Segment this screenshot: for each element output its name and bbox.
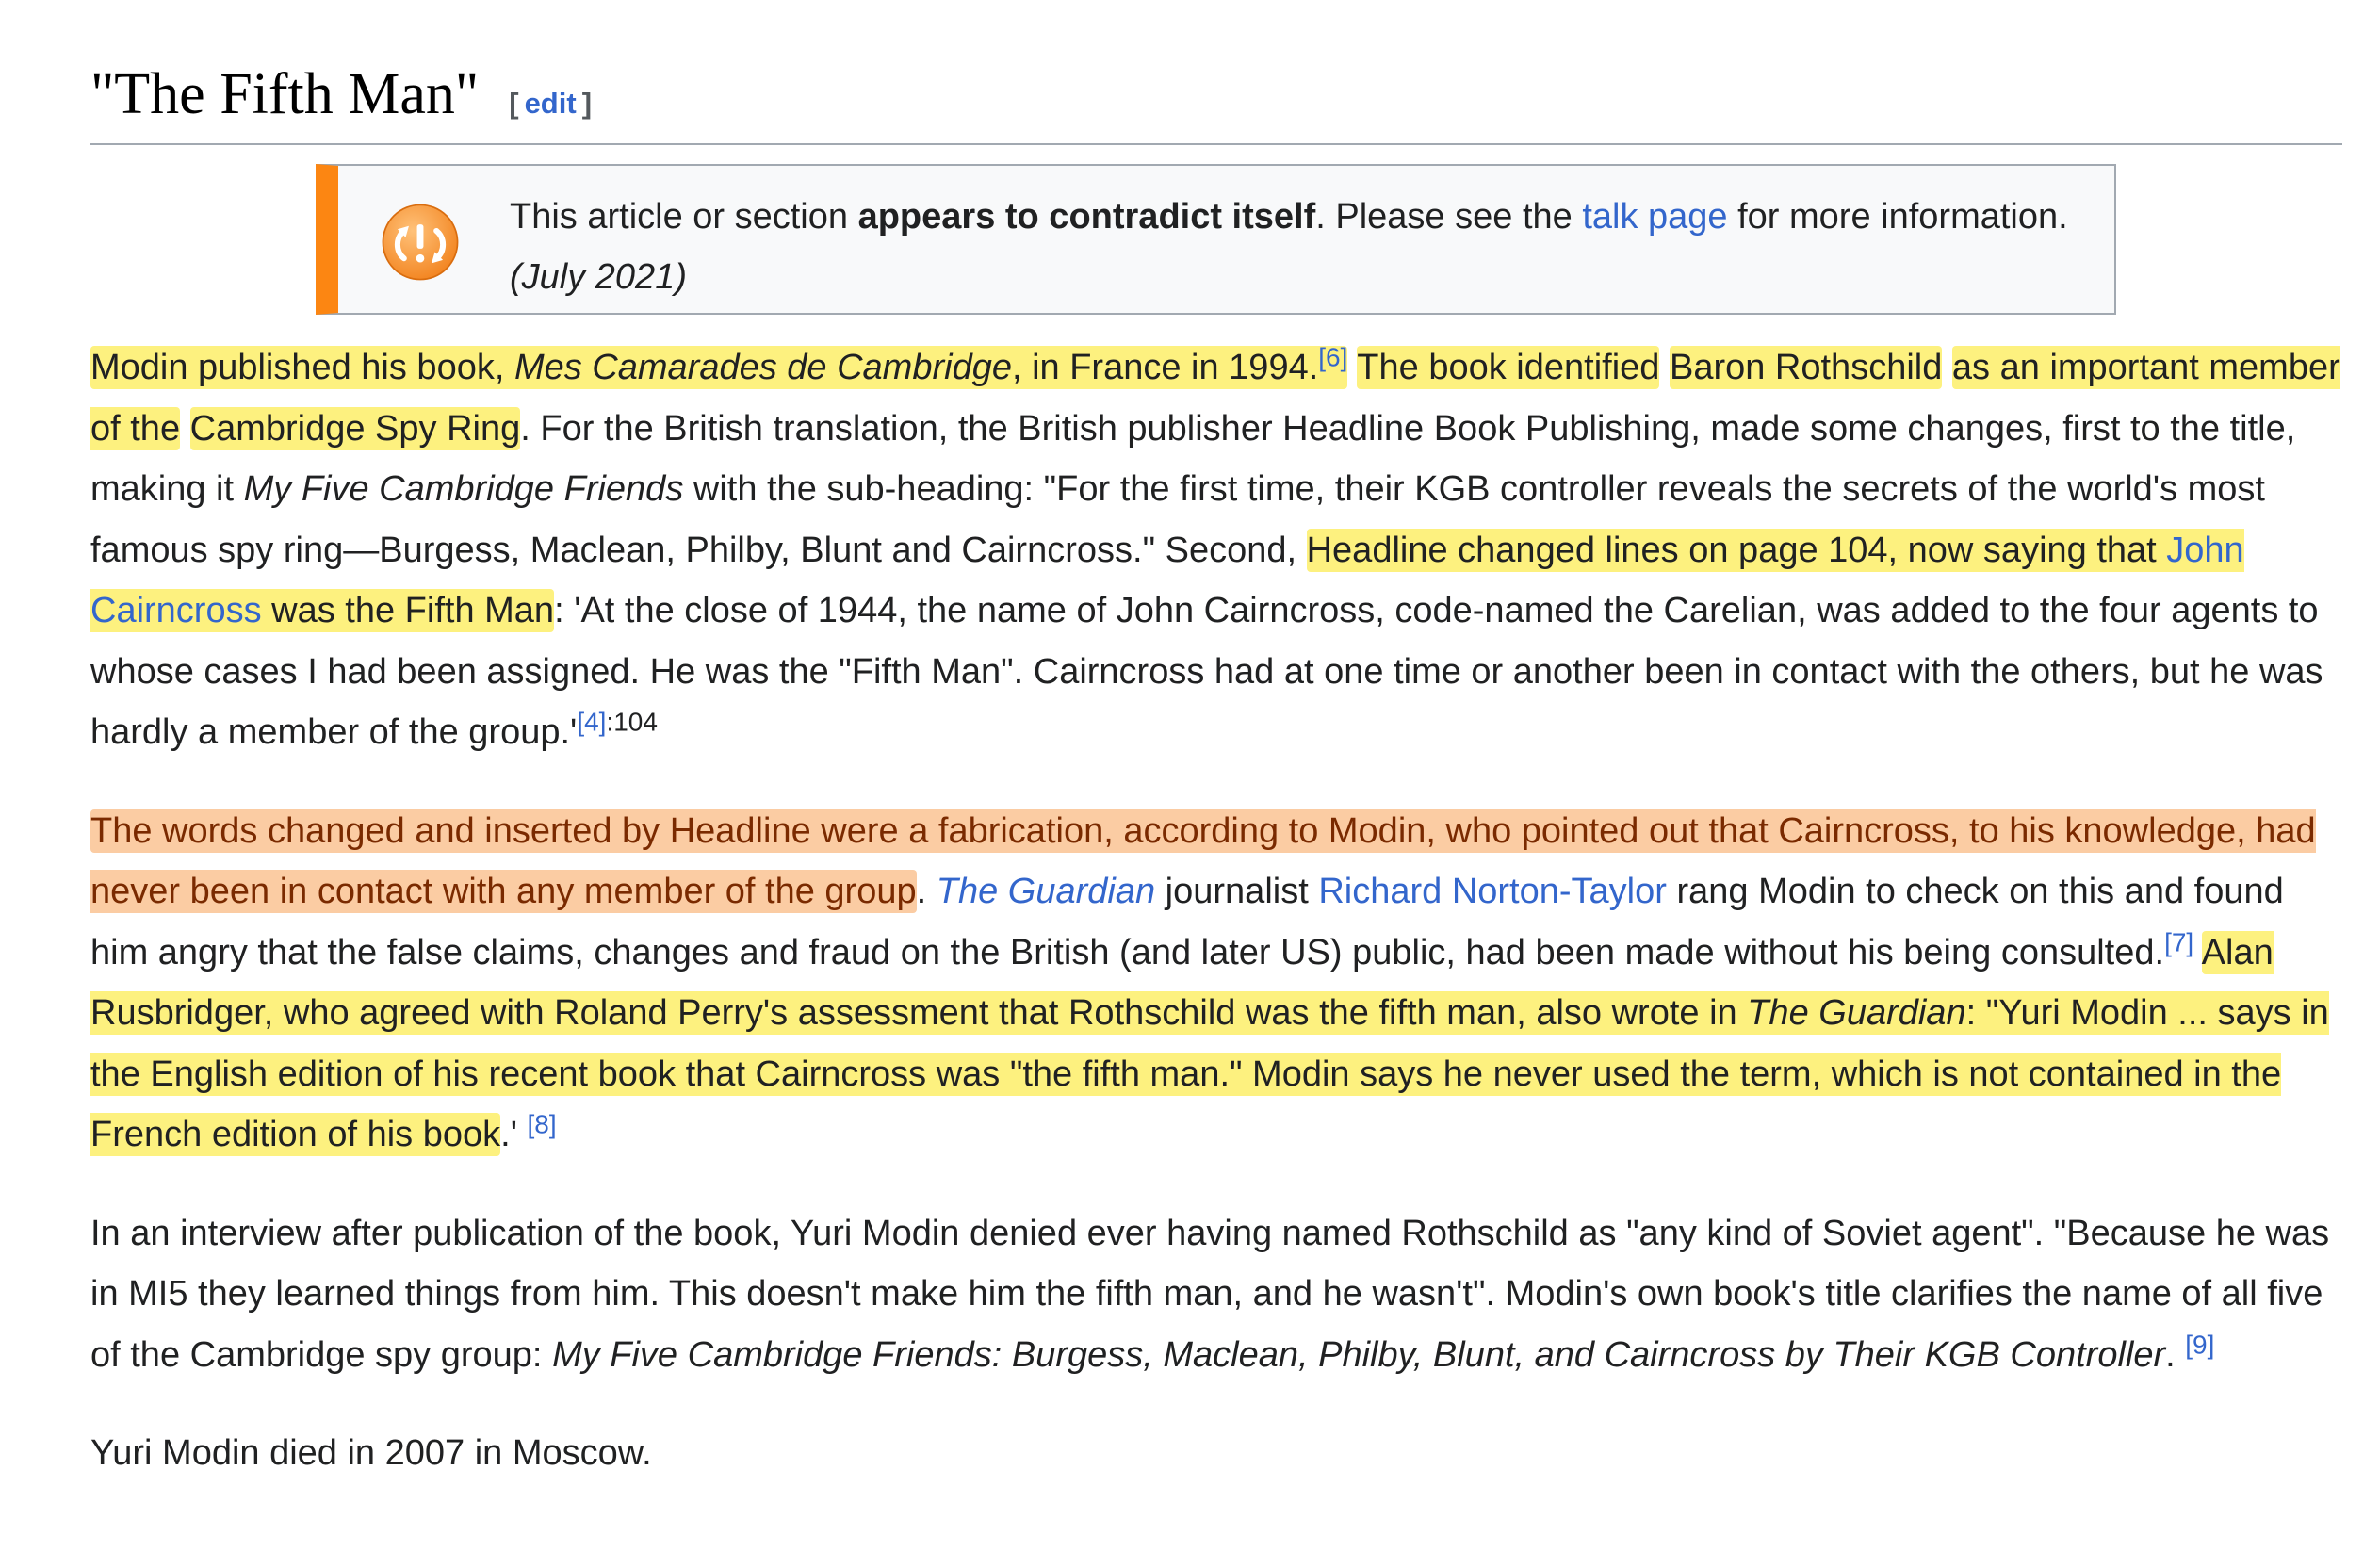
text-span: : "Yuri Modin ... says in the English edition of his recent book that Cairncross was "the fifth man." Modin says he never used the term, which is not contained in the French edition of his book xyxy=(90,993,2329,1154)
text-span: : 'At the close of 1944, the name of John Cairncross, code-named the Carelian, was added to the four agents to whose cases I had been assigned. He was the "Fifth Man". Cairncross had at one time or another been in contact with the others, but he was hardly a member of the group.' xyxy=(90,591,2323,752)
notice-bold: appears to contradict itself xyxy=(857,197,1316,237)
section-heading xyxy=(90,58,2342,145)
text-span: was the Fifth Man xyxy=(261,591,555,630)
citation-link[interactable]: [9] xyxy=(2185,1329,2215,1359)
notice-text-2: . Please see the xyxy=(1315,197,1583,237)
highlight-orange: The words changed and inserted by Headline were a fabrication, according to Modin, who pointed out that Cairncross, to his knowledge, had never been in contact with any member of the group xyxy=(90,810,2316,911)
text-span: rang Modin to check on this and found him angry that the false claims, changes and fraud on the British (and later US) public, had been made without his being consulted. xyxy=(90,872,2284,972)
text-span: Modin published his book, xyxy=(90,348,514,387)
notice-date: (July 2021) xyxy=(510,257,687,297)
citation-link[interactable]: [6] xyxy=(1318,342,1348,372)
article-section xyxy=(90,58,2342,1522)
text-span: journalist xyxy=(1155,872,1319,911)
paragraph-4 xyxy=(90,1423,2342,1484)
text-span: Alan Rusbridger, who agreed with Roland Perry's assessment that Rothschild was the fifth man, also wrote in xyxy=(90,932,2274,1033)
article-body xyxy=(90,337,2342,1484)
paragraph-3 xyxy=(90,1203,2342,1386)
john-cairncross-link[interactable]: John Cairncross xyxy=(90,530,2244,630)
contradict-icon xyxy=(380,202,461,283)
citation-link[interactable]: [7] xyxy=(2164,926,2194,956)
text-span: . xyxy=(2165,1334,2186,1375)
citation[interactable] xyxy=(577,707,658,736)
newspaper-title: The Guardian xyxy=(1747,993,1966,1033)
book-title: My Five Cambridge Friends: Burgess, Maclean, Philby, Blunt, and Cairncross by Their KGB Controller xyxy=(552,1334,2166,1375)
edit-link[interactable]: edit xyxy=(524,87,577,120)
book-title: My Five Cambridge Friends xyxy=(243,469,684,509)
text-span: Headline changed lines on page 104, now saying that xyxy=(1306,530,2167,570)
notice-text-1: This article or section xyxy=(510,197,858,237)
citation-link[interactable]: [8] xyxy=(527,1109,557,1139)
edit-bracket-close: ] xyxy=(581,87,593,120)
talk-page-link[interactable]: talk page xyxy=(1582,197,1728,237)
citation-link[interactable]: [4] xyxy=(577,707,607,737)
text-span: . xyxy=(916,872,937,911)
the-guardian-link[interactable] xyxy=(937,872,1155,911)
text-span: .' xyxy=(500,1115,528,1154)
highlight: Cambridge Spy Ring xyxy=(189,408,521,449)
link-text: The Guardian xyxy=(936,872,1156,911)
text-span: Yuri Modin died in 2007 in Moscow. xyxy=(90,1433,652,1473)
section-title: "The Fifth Man" xyxy=(90,62,480,126)
citation-page: :104 xyxy=(606,707,658,737)
highlight xyxy=(90,342,1348,389)
richard-norton-taylor-link[interactable]: Richard Norton-Taylor xyxy=(1318,872,1667,911)
notice-text xyxy=(510,187,2093,307)
citation[interactable] xyxy=(528,1109,557,1138)
citation[interactable] xyxy=(2164,927,2193,956)
contradiction-notice xyxy=(316,164,2116,315)
citation[interactable] xyxy=(1318,342,1347,371)
highlight: The book identified xyxy=(1357,348,1660,387)
edit-bracket-open: [ xyxy=(509,87,519,120)
paragraph-1 xyxy=(90,337,2342,763)
paragraph-2 xyxy=(90,801,2342,1166)
text-span: . For the British translation, the British publisher Headline Book Publishing, made some changes, first to the title, making it xyxy=(90,408,2296,509)
text-span: In an interview after publication of the book, Yuri Modin denied ever having named Rothschild as "any kind of Soviet agent". "Because he was in MI5 they learned things from him. This doesn't make him the fifth man, and he wasn't". Modin's own book's title clarifies the name of all five of the Cambridge spy group: xyxy=(90,1213,2330,1375)
highlight: Baron Rothschild xyxy=(1669,348,1943,387)
notice-text-3: for more information. xyxy=(1727,197,2068,237)
book-title: Mes Camarades de Cambridge xyxy=(513,348,1012,387)
text-span: , in France in 1994. xyxy=(1011,348,1319,387)
citation[interactable] xyxy=(2185,1330,2214,1359)
text-span: with the sub-heading: "For the first time, their KGB controller reveals the secrets of the world's most famous spy ring—Burgess, Maclean, Philby, Blunt and Cairncross." Second, xyxy=(90,469,2265,570)
edit-section xyxy=(509,87,592,121)
highlight: as an important member of the xyxy=(90,348,2340,449)
